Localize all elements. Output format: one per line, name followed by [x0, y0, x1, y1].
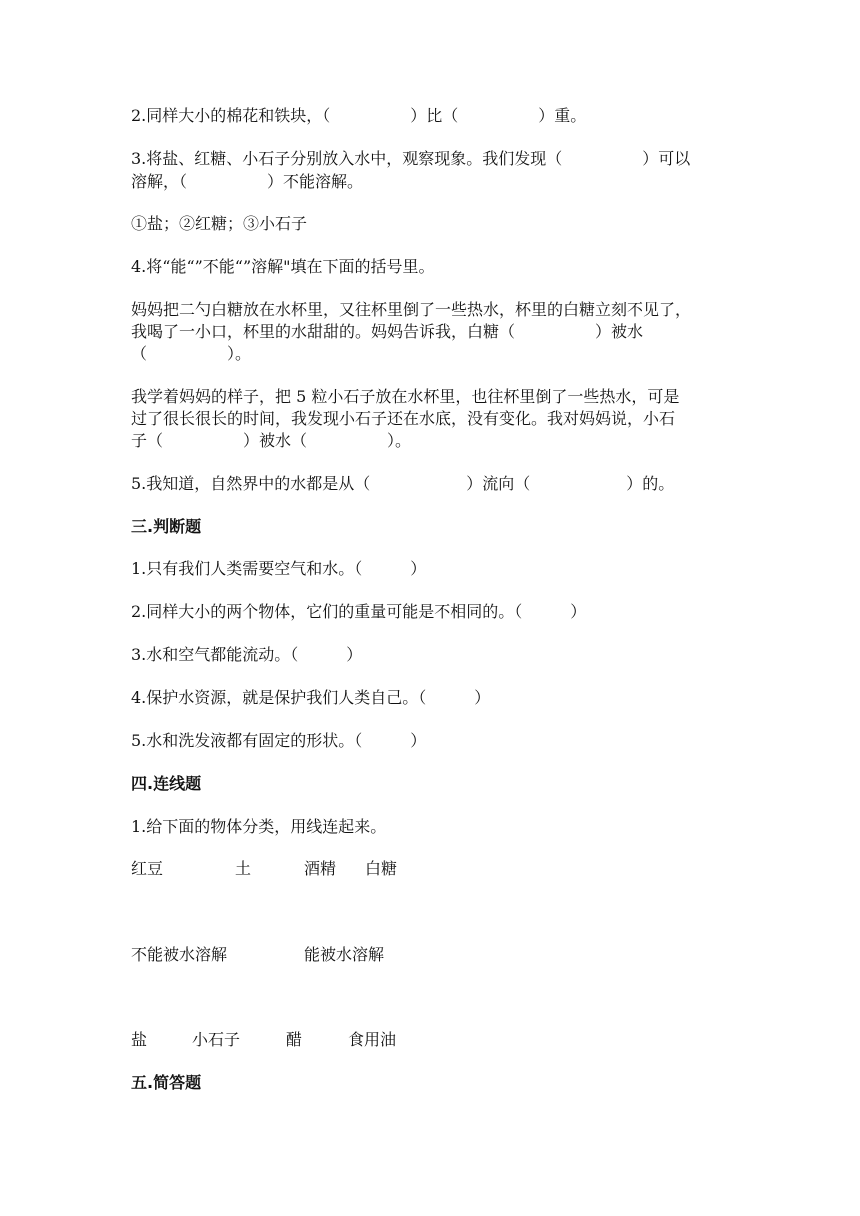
judgment-item-3: 3.水和空气都能流动。（ ）: [131, 645, 363, 664]
matching-bottom-item-3: 醋: [286, 1030, 303, 1049]
fill-question-2: 2.同样大小的棉花和铁块，（ ）比（ ）重。: [131, 106, 587, 125]
matching-category-insoluble: 不能被水溶解: [131, 945, 228, 964]
fill-question-4-title: 4.将“能“”不能“”溶解"填在下面的括号里。: [131, 257, 435, 276]
matching-top-item-1: 红豆: [131, 859, 164, 878]
fill-question-4-paragraph-2-line-3: 子（ ）被水（ ）。: [131, 431, 412, 450]
matching-category-soluble: 能被水溶解: [304, 945, 385, 964]
judgment-item-1: 1.只有我们人类需要空气和水。（ ）: [131, 559, 427, 578]
judgment-section-heading: 三.判断题: [131, 517, 202, 536]
matching-top-item-4: 白糖: [365, 859, 398, 878]
matching-question-1: 1.给下面的物体分类，用线连起来。: [131, 817, 387, 836]
judgment-item-2: 2.同样大小的两个物体，它们的重量可能是不相同的。（ ）: [131, 602, 587, 621]
fill-question-4-paragraph-2-line-1: 我学着妈妈的样子，把 5 粒小石子放在水杯里，也往杯里倒了一些热水，可是: [131, 387, 680, 406]
judgment-item-5: 5.水和洗发液都有固定的形状。（ ）: [131, 731, 427, 750]
matching-bottom-item-2: 小石子: [192, 1030, 241, 1049]
judgment-item-4: 4.保护水资源，就是保护我们人类自己。（ ）: [131, 688, 491, 707]
matching-section-heading: 四.连线题: [131, 774, 202, 793]
matching-bottom-item-4: 食用油: [348, 1030, 397, 1049]
short-answer-section-heading: 五.简答题: [131, 1073, 202, 1092]
fill-question-3-line-2: 溶解，（ ）不能溶解。: [131, 172, 364, 191]
matching-top-item-3: 酒精: [304, 859, 337, 878]
fill-question-3-line-1: 3.将盐、红糖、小石子分别放入水中，观察现象。我们发现（ ）可以: [131, 149, 691, 168]
fill-question-3-options: ①盐；②红糖；③小石子: [131, 214, 308, 233]
fill-question-4-paragraph-1-line-3: （ ）。: [131, 344, 252, 363]
matching-bottom-item-1: 盐: [131, 1030, 148, 1049]
fill-question-5: 5.我知道，自然界中的水都是从（ ）流向（ ）的。: [131, 474, 675, 493]
matching-top-item-2: 土: [235, 859, 252, 878]
fill-question-4-paragraph-2-line-2: 过了很长很长的时间，我发现小石子还在水底，没有变化。我对妈妈说，小石: [131, 409, 676, 428]
fill-question-4-paragraph-1-line-2: 我喝了一小口，杯里的水甜甜的。妈妈告诉我，白糖（ ）被水: [131, 322, 644, 341]
fill-question-4-paragraph-1-line-1: 妈妈把二勺白糖放在水杯里，又往杯里倒了一些热水，杯里的白糖立刻不见了，: [131, 300, 692, 319]
